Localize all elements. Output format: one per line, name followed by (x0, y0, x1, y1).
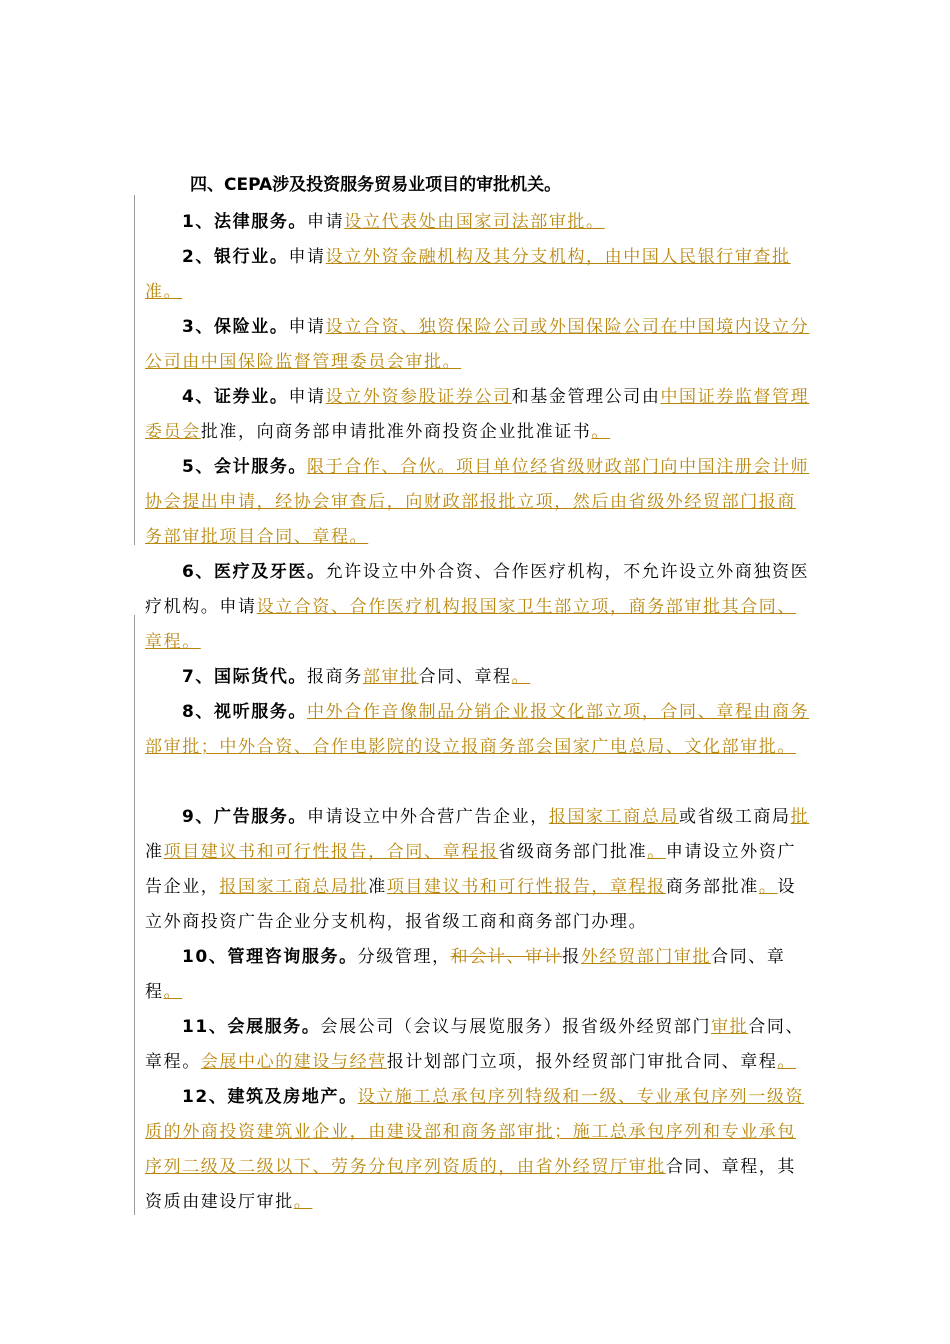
item-heading: 广告服务。 (214, 807, 308, 827)
tracked-insertion: 设立外资金融机构及其分支机构，由中国人民银行审查批准。 (145, 247, 791, 302)
tracked-insertion: 。 (591, 422, 611, 442)
item-number: 10、 (182, 947, 228, 967)
item-paragraph (145, 205, 810, 240)
tracked-insertion: 。 (758, 877, 778, 897)
item-number: 11、 (182, 1017, 228, 1037)
tracked-insertion: 。 (163, 982, 183, 1002)
tracked-insertion: 中外合作音像制品分销企业报文化部立项，合同、章程由商务部审批；中外合资、合作电影院的设立报商务部会国家广电总局、文化部审批。 (145, 702, 810, 757)
item-number: 8、 (182, 702, 215, 722)
tracked-insertion: 。 (777, 1052, 797, 1072)
item-heading: 医疗及牙医。 (214, 562, 326, 582)
tracked-insertion: 项目建议书和可行性报告，合同、章程报 (163, 842, 499, 862)
body-text: 或省级工商局 (679, 807, 791, 827)
tracked-insertion: 外经贸部门审批 (580, 947, 712, 967)
body-text: 合同、章程。 (145, 1017, 805, 1072)
body-text: 申请 (307, 212, 345, 232)
body-text: 批准，向商务部申请批准外商投资企业批准证书 (200, 422, 592, 442)
change-bar (134, 615, 135, 1215)
body-text: 合同、章程 (145, 947, 786, 1002)
body-text: 报 (562, 947, 581, 967)
tracked-insertion: 设立代表处由国家司法部审批。 (344, 212, 605, 232)
body-text: 商务部批准 (665, 877, 759, 897)
item-paragraph (145, 380, 810, 450)
change-bar (134, 195, 135, 545)
item-paragraph (145, 1080, 810, 1220)
body-text: 允许设立中外合资、合作医疗机构，不允许设立外商独资医疗机构。申请 (145, 562, 810, 617)
item-number: 3、 (182, 317, 215, 337)
tracked-insertion: 。 (647, 842, 666, 862)
item-number: 2、 (182, 247, 215, 267)
body-text: 申请 (288, 317, 326, 337)
tracked-insertion: 限于合作、合伙。项目单位经省级财政部门向中国注册会计师协会提出申请，经协会审查后，向财政部报批立项，然后由省级外经贸部门报商务部审批项目合同、章程。 (145, 457, 810, 547)
item-paragraph (145, 450, 810, 555)
body-text: 申请 (288, 387, 326, 407)
item-heading: 会展服务。 (227, 1017, 321, 1037)
body-text: 合同、章程，其资质由建设厅审批 (145, 1157, 797, 1212)
body-text: 申请设立中外合营广告企业， (307, 807, 549, 827)
tracked-insertion: 。 (511, 667, 531, 687)
item-heading: 银行业。 (214, 247, 289, 267)
item-number: 1、 (182, 212, 215, 232)
tracked-insertion: 设立合资、独资保险公司或外国保险公司在中国境内设立分公司由中国保险监督管理委员会审批。 (145, 317, 810, 372)
body-text: 申请设立外资广告企业， (145, 842, 797, 897)
tracked-insertion: 中国证券监督管理委员会 (145, 387, 810, 442)
body-text: 合同、章程 (418, 667, 512, 687)
item-number: 12、 (182, 1087, 228, 1107)
item-paragraph (145, 310, 810, 380)
item-number: 9、 (182, 807, 215, 827)
item-heading: 证券业。 (214, 387, 289, 407)
tracked-insertion: 设立合资、合作医疗机构报国家卫生部立项，商务部审批其合同、章程。 (145, 597, 797, 652)
item-paragraph (145, 660, 810, 695)
item-heading: 国际货代。 (214, 667, 308, 687)
tracked-insertion: 会展中心的建设与经营 (200, 1052, 387, 1072)
tracked-insertion: 设立外资参股证券公司 (325, 387, 512, 407)
item-number: 6、 (182, 562, 215, 582)
section-title: 四、CEPA涉及投资服务贸易业项目的审批机关。 (190, 175, 562, 195)
body-text: 会展公司（会议与展览服务）报省级外经贸部门 (320, 1017, 712, 1037)
item-number: 5、 (182, 457, 215, 477)
item-paragraph (145, 695, 810, 765)
item-number: 7、 (182, 667, 215, 687)
item-heading: 保险业。 (214, 317, 289, 337)
tracked-insertion: 报国家工商总局批 (219, 877, 369, 897)
item-heading: 建筑及房地产。 (227, 1087, 358, 1107)
item-paragraph (145, 800, 810, 940)
body-text: 准 (145, 842, 164, 862)
body-text: 申请 (288, 247, 326, 267)
tracked-insertion: 。 (293, 1192, 313, 1212)
tracked-insertion: 审批 (711, 1017, 749, 1037)
body-text: 和基金管理公司由 (511, 387, 661, 407)
body-text: 准 (368, 877, 387, 897)
tracked-insertion: 部审批 (362, 667, 419, 687)
body-text: 省级商务部门批准 (498, 842, 648, 862)
body-text: 报计划部门立项，报外经贸部门审批合同、章程 (386, 1052, 778, 1072)
tracked-insertion: 报国家工商总局 (548, 807, 680, 827)
tracked-insertion: 外经贸厅审批 (554, 1157, 666, 1177)
tracked-insertion: 批 (790, 807, 810, 827)
body-text: 报商务 (307, 667, 363, 687)
tracked-insertion: 项目建议书和可行性报告，章程报 (386, 877, 666, 897)
body-text: 设立外商投资广告企业分支机构，报省级工商和商务部门办理。 (145, 877, 797, 932)
item-heading: 管理咨询服务。 (227, 947, 358, 967)
item-heading: 视听服务。 (214, 702, 308, 722)
tracked-insertion: 设立施工总承包序列特级和一级、专业承包序列一级资质的外商投资建筑业企业，由建设部和商务部审批；施工总承包序列和专业承包序列二级及二级以下、劳务分包序列资质的，由省 (145, 1087, 805, 1177)
item-number: 4、 (182, 387, 215, 407)
body-text: 分级管理， (357, 947, 451, 967)
tracked-deletion: 和会计、审计 (450, 947, 563, 967)
item-paragraph (145, 240, 810, 310)
item-paragraph (145, 555, 810, 660)
item-heading: 法律服务。 (214, 212, 308, 232)
item-heading: 会计服务。 (214, 457, 308, 477)
item-paragraph (145, 940, 810, 1010)
item-paragraph (145, 1010, 810, 1080)
